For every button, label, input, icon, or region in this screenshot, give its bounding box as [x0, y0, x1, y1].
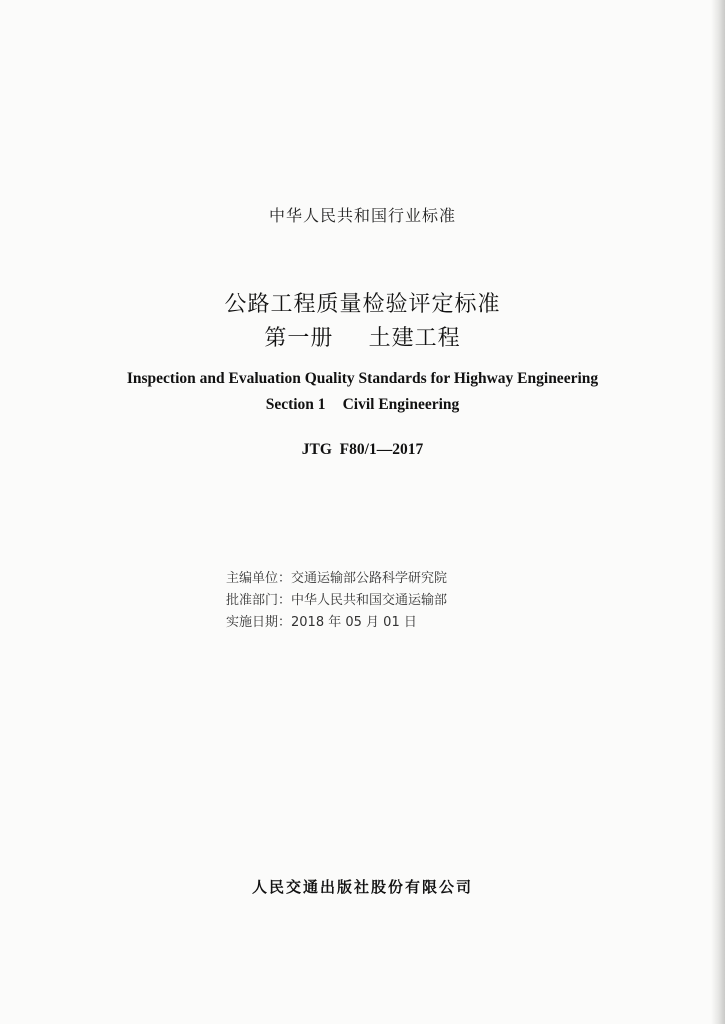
info-value: 2018 年 05 月 01 日: [291, 615, 417, 630]
info-label: 主编单位：: [226, 571, 292, 586]
volume-chinese: 第一册: [264, 326, 334, 351]
info-value: 中华人民共和国交通运输部: [291, 593, 448, 608]
info-row-approver: [226, 590, 447, 612]
standard-category: 中华人民共和国行业标准: [268, 206, 456, 225]
part-title-english: Civil Engineering: [342, 396, 460, 413]
title-chinese: 公路工程质量检验评定标准: [224, 292, 501, 317]
part-title-chinese: 土建工程: [368, 326, 461, 351]
info-label: 批准部门：: [226, 593, 292, 608]
title-english: Inspection and Evaluation Quality Standards for Highway Engineering: [126, 370, 599, 387]
page-edge-shadow: [711, 0, 725, 1024]
subtitle-english: [0, 396, 725, 414]
info-value: 交通运输部公路科学研究院: [291, 571, 448, 586]
info-row-effective-date: [226, 612, 447, 634]
info-label: 实施日期：: [226, 615, 292, 630]
subtitle-chinese: [0, 321, 725, 352]
section-english: Section 1: [265, 396, 326, 413]
standard-code: JTG F80/1—2017: [301, 441, 424, 458]
publisher-name: 人民交通出版社股份有限公司: [251, 878, 473, 896]
info-row-editor: [226, 568, 447, 590]
publication-info: [226, 568, 447, 634]
